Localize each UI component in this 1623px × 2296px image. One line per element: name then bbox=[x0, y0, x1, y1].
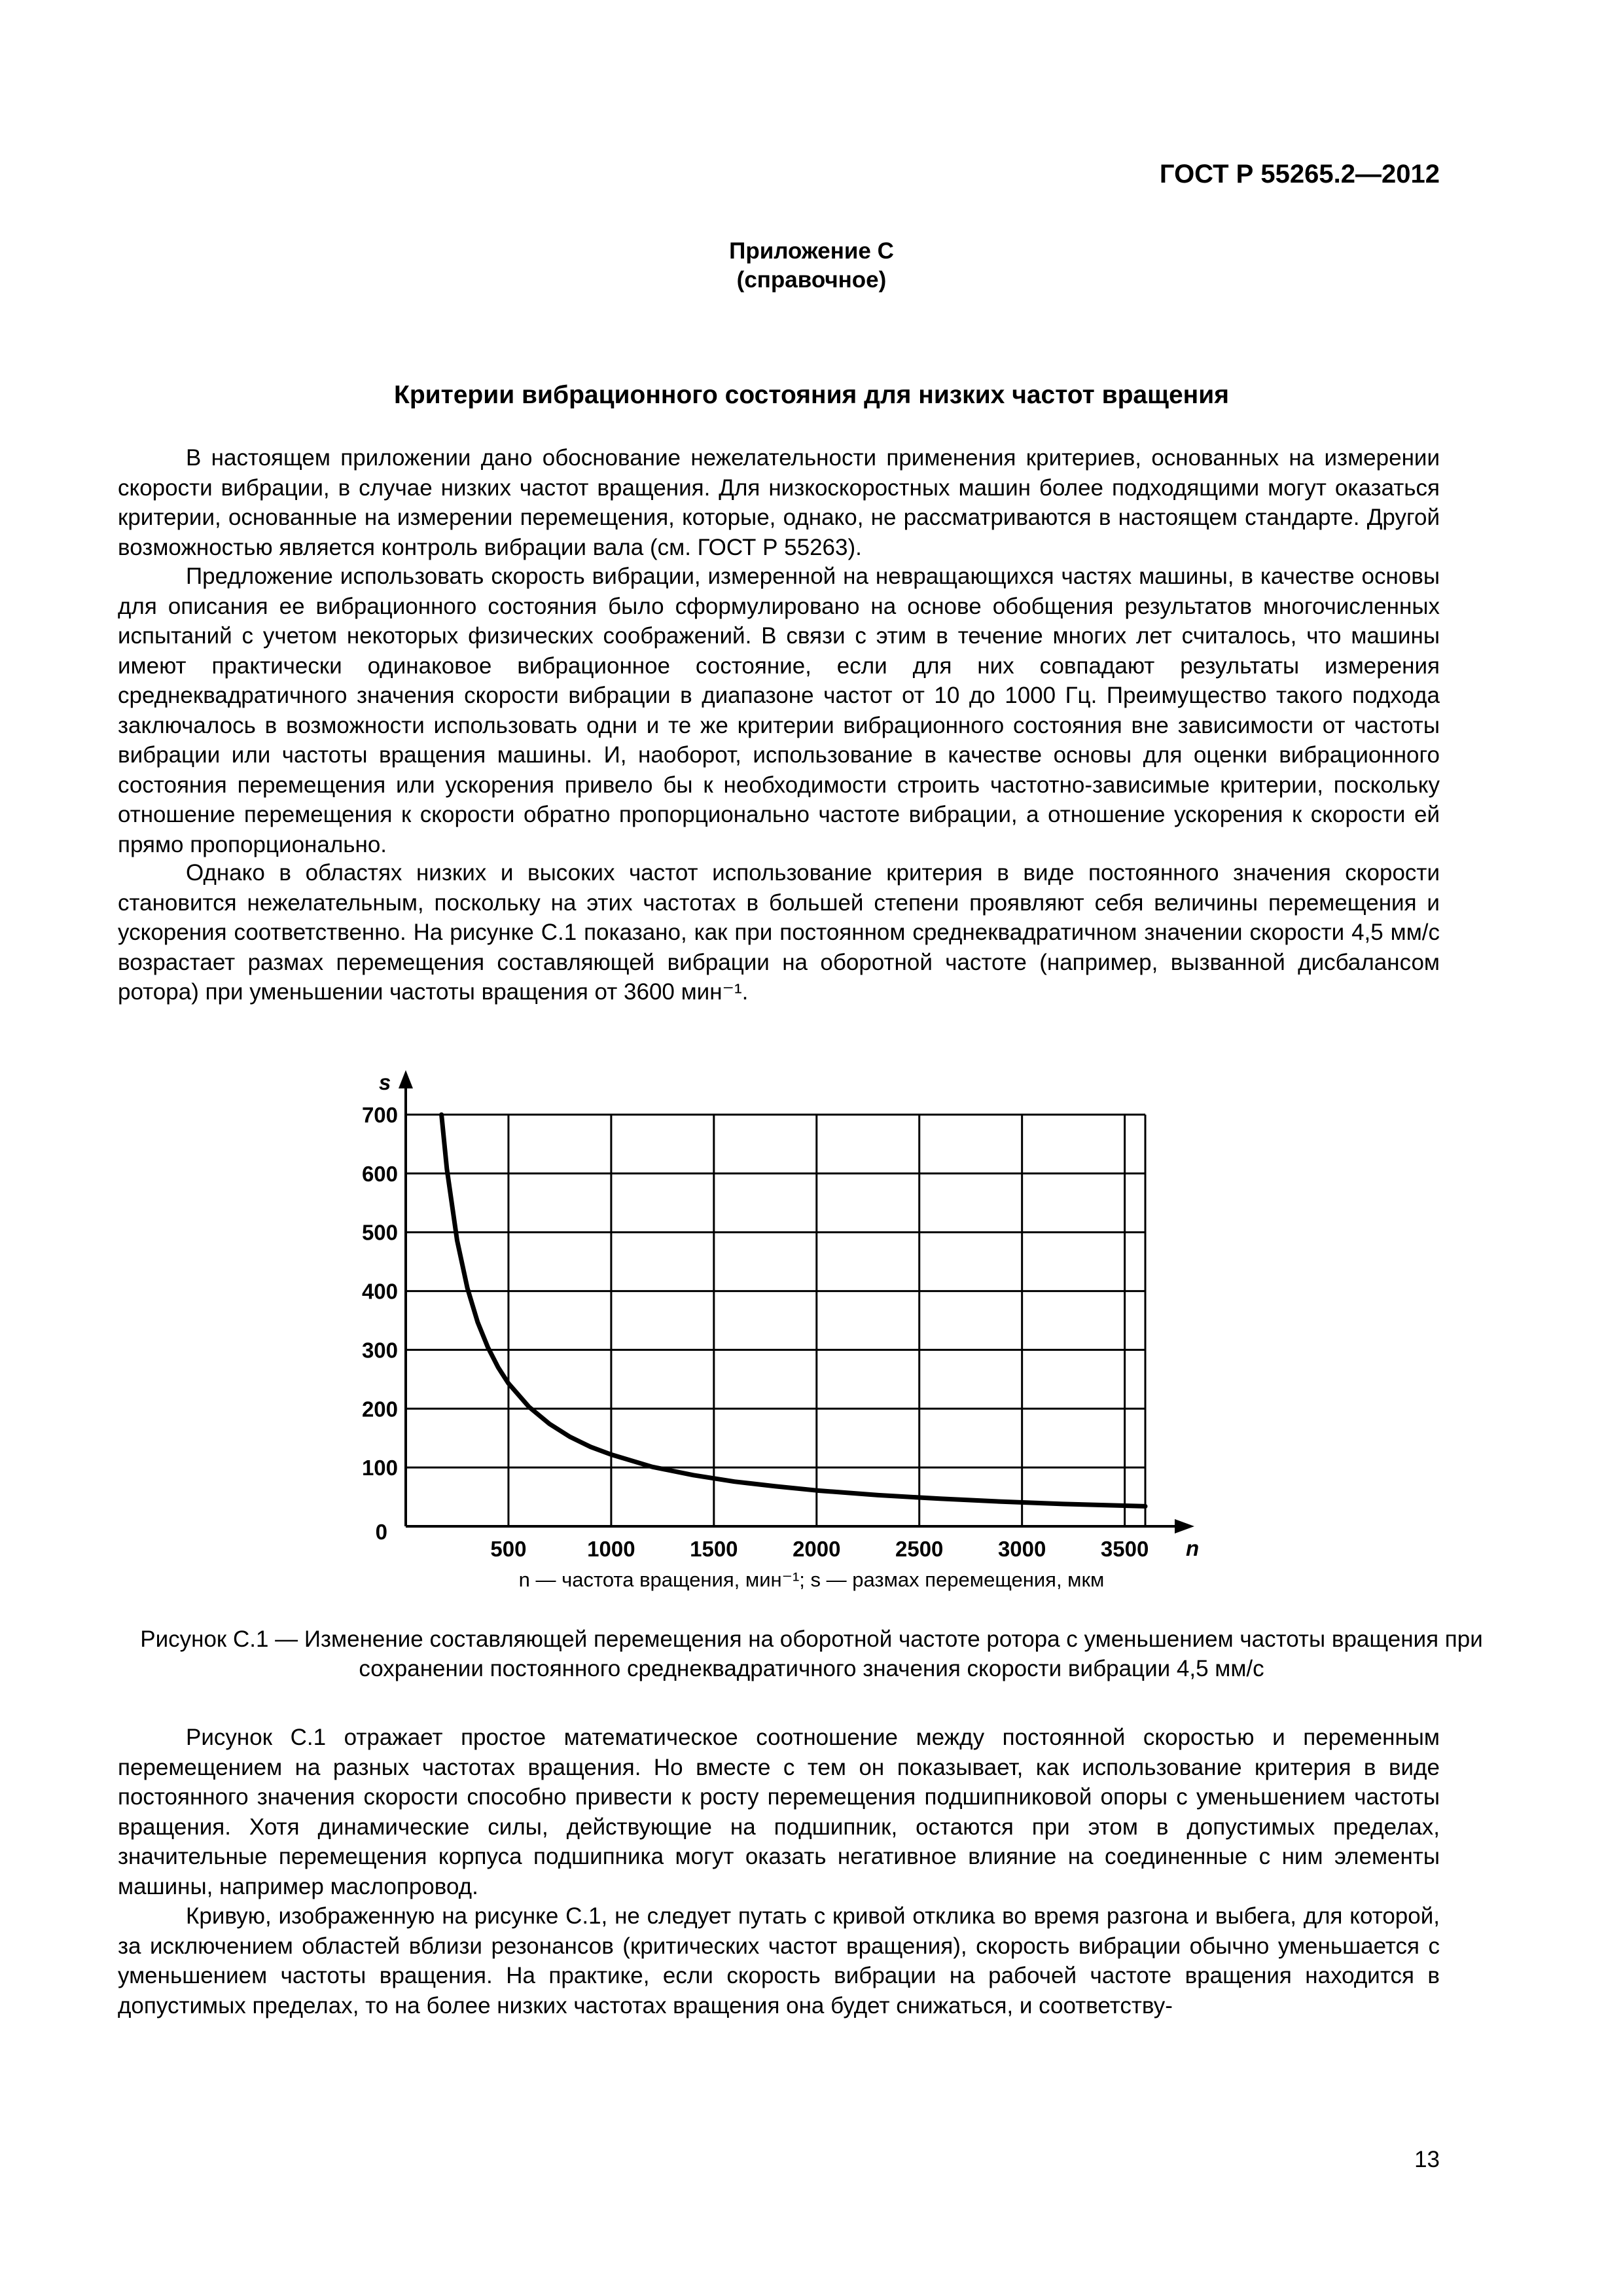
x-tick-label-1500: 1500 bbox=[690, 1537, 738, 1561]
section-heading: Критерии вибрационного состояния для низких частот вращения bbox=[394, 381, 1229, 409]
paragraph-intro: В настоящем приложении дано обоснование нежелательности применения критериев, основанных на измерении скорости вибрации, в случае низких частот вращения. Для низкоскоростных машин более подходящими могут оказаться критерии, основанные на измерении перемещения, которые, однако, не рассматриваются в настоящем стандарте. Другой возможностью является контроль вибрации вала (см. ГОСТ Р 55263). bbox=[118, 445, 1440, 560]
x-tick-label-500: 500 bbox=[490, 1537, 527, 1561]
chart-grid bbox=[406, 1115, 1145, 1526]
y-tick-label-700: 700 bbox=[361, 1103, 398, 1127]
document-code: ГОСТ Р 55265.2—2012 bbox=[1159, 160, 1440, 188]
origin-label: 0 bbox=[375, 1520, 387, 1544]
x-axis-label: n bbox=[1186, 1536, 1200, 1560]
x-tick-label-2000: 2000 bbox=[793, 1537, 841, 1561]
y-axis-label: s bbox=[378, 1070, 391, 1094]
y-tick-label-400: 400 bbox=[361, 1279, 398, 1304]
y-axis-arrow bbox=[399, 1070, 413, 1088]
x-tick-label-3500: 3500 bbox=[1100, 1537, 1149, 1561]
annex-title: Приложение С bbox=[729, 238, 894, 264]
y-tick-label-300: 300 bbox=[361, 1338, 398, 1363]
paragraph-figure-discussion: Рисунок С.1 отражает простое математическое соотношение между постоянной скоростью и переменным перемещением на разных частотах вращения. Но вместе с тем он показывает, как использование критерия в виде постоянного значения скорости способно привести к росту перемещения подшипниковой опоры с уменьшением частоты вращения. Хотя динамические силы, действующие на подшипник, остаются при этом в допустимых пределах, значительные перемещения корпуса подшипника могут оказать негативное влияние на соединенные с ним элементы машины, например маслопровод. bbox=[118, 1725, 1440, 1899]
y-tick-label-200: 200 bbox=[361, 1397, 398, 1422]
x-tick-label-2500: 2500 bbox=[895, 1537, 944, 1561]
paragraph-runup-curve: Кривую, изображенную на рисунке С.1, не следует путать с кривой отклика во время разгона и выбега, для которой, за исключением областей вблизи резонансов (критических частот вращения), скорость вибрации обычно уменьшается с уменьшением частоты вращения. На практике, если скорость вибрации на рабочей частоте вращения находится в допустимых пределах, то на более низких частотах вращения она будет снижаться, и соответству- bbox=[118, 1903, 1440, 2018]
y-tick-label-500: 500 bbox=[361, 1220, 398, 1245]
page-number: 13 bbox=[1414, 2147, 1440, 2172]
y-tick-label-600: 600 bbox=[361, 1161, 398, 1186]
x-tick-label-1000: 1000 bbox=[587, 1537, 635, 1561]
figure-legend: n — частота вращения, мин⁻¹; s — размах перемещения, мкм bbox=[518, 1568, 1105, 1591]
x-tick-label-3000: 3000 bbox=[997, 1537, 1046, 1561]
chart-axes bbox=[399, 1070, 1194, 1534]
figure-caption: Рисунок С.1 — Изменение составляющей перемещения на оборотной частоте ротора с уменьшением частоты вращения при сохранении постоянного среднеквадратичного значения скорости вибрации 4,5 мм/с bbox=[140, 1626, 1483, 1681]
y-tick-label-100: 100 bbox=[361, 1456, 398, 1480]
x-axis-arrow bbox=[1175, 1519, 1194, 1534]
paragraph-velocity-basis: Предложение использовать скорость вибрации, измеренной на невращающихся частях машины, в качестве основы для описания ее вибрационного состояния было сформулировано на основе обобщения результатов многочисленных испытаний с учетом некоторых физических соображений. В связи с этим в течение многих лет считалось, что машины имеют практически одинаковое вибрационное состояние, если для них совпадают результаты измерения среднеквадратичного значения скорости вибрации в диапазоне частот от 10 до 1000 Гц. Преимущество такого подхода заключалось в возможности использовать одни и те же критерии вибрационного состояния вне зависимости от частоты вибрации или частоты вращения машины. И, наоборот, использование в качестве основы для оценки вибрационного состояния перемещения или ускорения привело бы к необходимости строить частотно-зависимые критерии, поскольку отношение перемещения к скорости обратно пропорционально частоте вибрации, а отношение ускорения к скорости ей прямо пропорционально. bbox=[118, 564, 1440, 857]
paragraph-low-high-frequencies: Однако в областях низких и высоких частот использование критерия в виде постоянного значения скорости становится нежелательным, поскольку на этих частотах в большей степени проявляют себя величины перемещения и ускорения соответственно. На рисунке С.1 показано, как при постоянном среднеквадратичном значении скорости 4,5 мм/с возрастает размах перемещения составляющей вибрации на оборотной частоте (например, вызванной дисбалансом ротора) при уменьшении частоты вращения от 3600 мин⁻¹. bbox=[118, 860, 1440, 1005]
annex-status: (справочное) bbox=[736, 267, 887, 293]
